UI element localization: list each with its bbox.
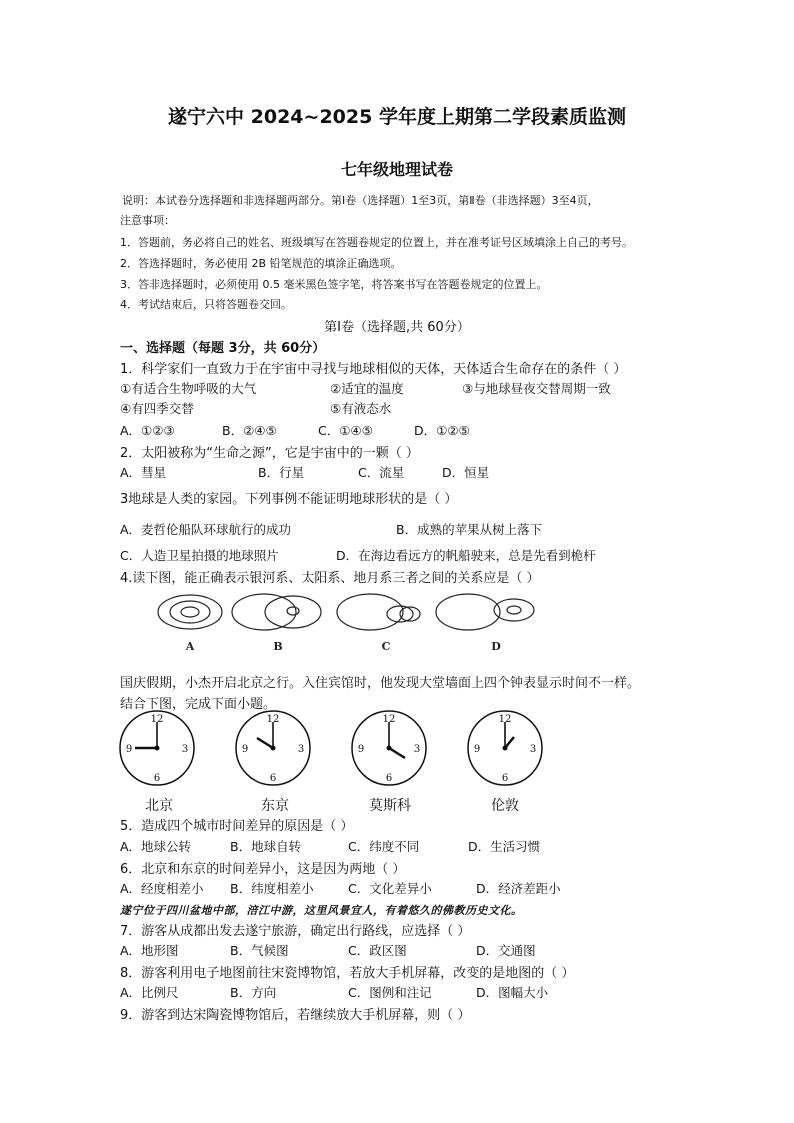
q1-condition-1: ①有适合生物呼吸的大气 — [120, 381, 257, 396]
clock-moscow — [352, 711, 426, 785]
notice-item-3: 3．答非选择题时，必须使用 0.5 毫米黑色签字笔，将答案书写在答题卷规定的位置上。 — [120, 278, 548, 291]
q7-option-b: B．气候图 — [230, 943, 289, 958]
q5-stem: 5．造成四个城市时间差异的原因是（ ） — [120, 819, 354, 834]
q7-option-c: C．政区图 — [348, 943, 407, 958]
svg-text:9: 9 — [125, 744, 133, 755]
clock-tokyo — [236, 711, 310, 785]
q8-option-d: D．图幅大小 — [476, 985, 549, 1000]
notice-title: 注意事项： — [120, 214, 175, 227]
svg-text:9: 9 — [357, 744, 365, 755]
exam-subtitle: 七年级地理试卷 — [340, 160, 453, 179]
passage-suining: 遂宁位于四川盆地中部，涪江中游，这里风景宜人，有着悠久的佛教历史文化。 — [120, 904, 523, 917]
q2-stem: 2．太阳被称为“生命之源”，它是宇宙中的一颗（ ） — [120, 446, 419, 461]
svg-text:6: 6 — [269, 773, 277, 784]
q5-option-b: B．地球自转 — [230, 839, 302, 854]
q5-option-d: D．生活习惯 — [468, 839, 541, 854]
q1-stem: 1．科学家们一直致力于在宇宙中寻找与地球相似的天体，天体适合生命存在的条件（ ） — [120, 362, 627, 377]
q7-option-d: D．交通图 — [476, 943, 536, 958]
q1-option-d: D．①②⑤ — [414, 423, 470, 438]
q2-option-b: B．行星 — [258, 465, 305, 480]
passage-beijing-trip-line2: 结合下图，完成下面小题。 — [120, 697, 277, 712]
q8-option-a: A．比例尺 — [120, 985, 179, 1000]
q4-diagram-a — [158, 595, 222, 629]
svg-text:9: 9 — [241, 744, 249, 755]
svg-text:6: 6 — [501, 773, 509, 784]
notice-item-2: 2．答选择题时，务必使用 2B 铅笔规范的填涂正确选项。 — [120, 257, 402, 270]
q6-option-d: D．经济差距小 — [476, 881, 561, 896]
q1-condition-4: ④有四季交替 — [120, 401, 194, 416]
q3-option-b: B．成熟的苹果从树上落下 — [396, 522, 543, 537]
svg-text:12: 12 — [150, 714, 164, 725]
q3-option-d: D．在海边看远方的帆船驶来，总是先看到桅杆 — [336, 548, 596, 563]
notice-item-1: 1．答题前，务必将自己的姓名、班级填写在答题卷规定的位置上，并在准考证号区域填涂上自己的考号。 — [120, 236, 633, 249]
exam-title: 遂宁六中 2024~2025 学年度上期第二学段素质监测 — [168, 106, 626, 128]
q4-figure — [150, 590, 550, 656]
svg-text:12: 12 — [266, 714, 280, 725]
q1-option-c: C．①④⑤ — [318, 423, 373, 438]
q2-option-c: C．流星 — [358, 465, 405, 480]
q4-diagram-d — [436, 594, 534, 630]
q6-option-c: C．文化差异小 — [348, 881, 432, 896]
q2-option-a: A．彗星 — [120, 465, 167, 480]
svg-text:3: 3 — [181, 744, 189, 755]
clock-london — [468, 711, 542, 785]
q3-option-c: C．人造卫星拍摄的地球照片 — [120, 548, 279, 563]
q1-option-b: B．②④⑤ — [222, 423, 277, 438]
svg-text:6: 6 — [153, 773, 161, 784]
svg-text:3: 3 — [413, 744, 421, 755]
svg-text:6: 6 — [385, 773, 393, 784]
svg-text:3: 3 — [529, 744, 537, 755]
clock-beijing — [120, 711, 194, 785]
q2-option-d: D．恒星 — [442, 465, 490, 480]
q4-label-c: C — [381, 640, 391, 653]
q5-option-c: C．纬度不同 — [348, 839, 420, 854]
q7-stem: 7．游客从成都出发去遂宁旅游，确定出行路线，应选择（ ） — [120, 924, 471, 939]
q6-option-b: B．纬度相差小 — [230, 881, 314, 896]
q3-option-a: A．麦哲伦船队环球航行的成功 — [120, 522, 292, 537]
clocks-figure — [112, 708, 560, 822]
q4-label-b: B — [273, 640, 283, 653]
q1-condition-3: ③与地球昼夜交替周期一致 — [462, 381, 611, 396]
svg-text:12: 12 — [382, 714, 396, 725]
q7-option-a: A．地形图 — [120, 943, 179, 958]
q1-condition-5: ⑤有液态水 — [330, 401, 392, 416]
q9-stem: 9．游客到达宋陶瓷博物馆后，若继续放大手机屏幕，则（ ） — [120, 1008, 471, 1023]
q8-option-c: C．图例和注记 — [348, 985, 432, 1000]
q4-diagram-c — [337, 594, 420, 630]
q6-stem: 6．北京和东京的时间差异小，这是因为两地（ ） — [120, 862, 406, 877]
svg-text:12: 12 — [498, 714, 512, 725]
section-heading: 一、选择题（每题 3分，共 60分） — [120, 341, 326, 356]
q1-option-a: A．①②③ — [120, 423, 175, 438]
clock-label-tokyo: 东京 — [261, 798, 289, 814]
q4-label-d: D — [491, 640, 501, 653]
q6-option-a: A．经度相差小 — [120, 881, 204, 896]
q4-label-a: A — [185, 640, 195, 653]
passage-beijing-trip-line1: 国庆假期，小杰开启北京之行。入住宾馆时，他发现大堂墙面上四个钟表显示时间不一样。 — [120, 676, 641, 691]
q3-stem: 3地球是人类的家园。下列事例不能证明地球形状的是（ ） — [120, 492, 458, 507]
part-title: 第Ⅰ卷（选择题,共 60分） — [324, 320, 470, 335]
clock-label-moscow: 莫斯科 — [369, 798, 411, 814]
q5-option-a: A．地球公转 — [120, 839, 192, 854]
q4-stem: 4.读下图，能正确表示银河系、太阳系、地月系三者之间的关系应是（ ） — [120, 571, 540, 586]
q8-stem: 8．游客利用电子地图前往宋瓷博物馆，若放大手机屏幕，改变的是地图的（ ） — [120, 966, 575, 981]
q8-option-b: B．方向 — [230, 985, 277, 1000]
clock-label-london: 伦敦 — [491, 798, 519, 814]
clock-label-beijing: 北京 — [145, 798, 173, 814]
q1-condition-2: ②适宜的温度 — [330, 381, 404, 396]
svg-text:9: 9 — [473, 744, 481, 755]
notice-item-4: 4．考试结束后，只将答题卷交回。 — [120, 298, 292, 311]
instructions-explain: 说明：本试卷分选择题和非选择题两部分。第Ⅰ卷（选择题）1至3页，第Ⅱ卷（非选择题）3至4页， — [122, 194, 599, 207]
q4-diagram-b — [232, 594, 321, 630]
svg-text:3: 3 — [297, 744, 305, 755]
